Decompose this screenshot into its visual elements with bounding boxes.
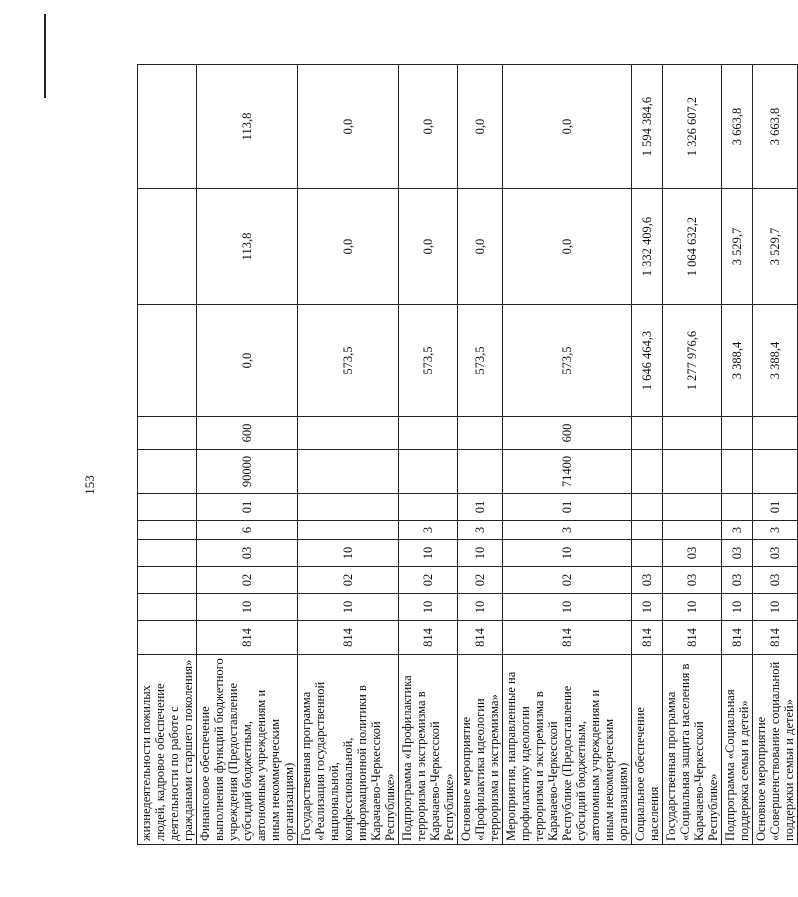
section-cell: 10 bbox=[298, 594, 399, 621]
name-cell: Финансовое обеспечение выполнения функций бюджетного учреждения (Предоставление субсидий бюджетным, автономным учреждениям и иным некоммерческим организациям) bbox=[197, 655, 298, 845]
expense-type-cell: 600 bbox=[197, 417, 298, 450]
subprogram-cell: 3 bbox=[503, 521, 632, 540]
direction-cell bbox=[632, 450, 663, 494]
amount-2024-cell bbox=[138, 189, 197, 305]
expense-type-cell bbox=[632, 417, 663, 450]
amount-2025-cell: 3 663,8 bbox=[722, 65, 753, 189]
amount-2024-cell: 3 529,7 bbox=[753, 189, 798, 305]
amount-2023-cell: 3 388,4 bbox=[722, 305, 753, 417]
amount-2025-cell: 113,8 bbox=[197, 65, 298, 189]
budget-table bbox=[137, 64, 798, 845]
subsection-cell: 02 bbox=[458, 567, 503, 594]
subprogram-cell: 3 bbox=[753, 521, 798, 540]
expense-type-cell bbox=[458, 417, 503, 450]
table-row bbox=[399, 65, 458, 845]
activity-cell bbox=[722, 494, 753, 521]
expense-type-cell bbox=[722, 417, 753, 450]
table-row bbox=[722, 65, 753, 845]
amount-2024-cell: 0,0 bbox=[458, 189, 503, 305]
name-cell: Основное мероприятие «Совершенствование социальной поддержки семьи и детей» bbox=[753, 655, 798, 845]
program-cell: 03 bbox=[722, 540, 753, 567]
program-cell: 03 bbox=[197, 540, 298, 567]
amount-2024-cell: 0,0 bbox=[298, 189, 399, 305]
grbs-cell: 814 bbox=[632, 621, 663, 655]
section-cell: 10 bbox=[399, 594, 458, 621]
expense-type-cell bbox=[663, 417, 722, 450]
subsection-cell bbox=[138, 567, 197, 594]
amount-2025-cell: 0,0 bbox=[399, 65, 458, 189]
activity-cell bbox=[663, 494, 722, 521]
activity-cell bbox=[138, 494, 197, 521]
section-cell: 10 bbox=[503, 594, 632, 621]
activity-cell: 01 bbox=[503, 494, 632, 521]
activity-cell: 01 bbox=[197, 494, 298, 521]
amount-2025-cell: 1 326 607,2 bbox=[663, 65, 722, 189]
rotated-table-container bbox=[137, 65, 796, 845]
section-cell: 10 bbox=[632, 594, 663, 621]
amount-2023-cell bbox=[138, 305, 197, 417]
name-cell: Государственная программа «Социальная защита населения в Карачаево-Черкесской Республике» bbox=[663, 655, 722, 845]
amount-2023-cell: 3 388,4 bbox=[753, 305, 798, 417]
grbs-cell: 814 bbox=[753, 621, 798, 655]
expense-type-cell: 600 bbox=[503, 417, 632, 450]
program-cell: 10 bbox=[503, 540, 632, 567]
direction-cell bbox=[399, 450, 458, 494]
table-row bbox=[663, 65, 722, 845]
name-cell: Мероприятия, направленные на профилактику идеологии терроризма и экстремизма в Карачаево-Черкесской Республике (Предоставление субсидий бюджетным, автономным учреждениям и иным некоммерческим организациям) bbox=[503, 655, 632, 845]
subsection-cell: 03 bbox=[753, 567, 798, 594]
program-cell bbox=[138, 540, 197, 567]
amount-2023-cell: 0,0 bbox=[197, 305, 298, 417]
direction-cell bbox=[753, 450, 798, 494]
section-cell: 10 bbox=[197, 594, 298, 621]
table-row bbox=[503, 65, 632, 845]
name-cell: Подпрограмма «Профилактика терроризма и экстремизма в Карачаево-Черкесской Республике» bbox=[399, 655, 458, 845]
direction-cell bbox=[722, 450, 753, 494]
amount-2023-cell: 573,5 bbox=[458, 305, 503, 417]
subsection-cell: 02 bbox=[298, 567, 399, 594]
amount-2023-cell: 573,5 bbox=[503, 305, 632, 417]
program-cell: 10 bbox=[458, 540, 503, 567]
section-cell: 10 bbox=[458, 594, 503, 621]
page-number: 153 bbox=[82, 475, 97, 495]
expense-type-cell bbox=[753, 417, 798, 450]
program-cell: 10 bbox=[298, 540, 399, 567]
amount-2024-cell: 0,0 bbox=[399, 189, 458, 305]
table-row bbox=[753, 65, 798, 845]
direction-cell: 90000 bbox=[197, 450, 298, 494]
amount-2024-cell: 1 064 632,2 bbox=[663, 189, 722, 305]
subprogram-cell: 6 bbox=[197, 521, 298, 540]
amount-2025-cell: 0,0 bbox=[298, 65, 399, 189]
subprogram-cell: 3 bbox=[399, 521, 458, 540]
activity-cell bbox=[632, 494, 663, 521]
direction-cell bbox=[138, 450, 197, 494]
name-cell: жизнедеятельности пожилых людей, кадровое обеспечение деятельности по работе с гражданами старшего поколения» bbox=[138, 655, 197, 845]
amount-2023-cell: 573,5 bbox=[298, 305, 399, 417]
section-cell: 10 bbox=[722, 594, 753, 621]
activity-cell bbox=[298, 494, 399, 521]
direction-cell: 71400 bbox=[503, 450, 632, 494]
table-row bbox=[632, 65, 663, 845]
grbs-cell bbox=[138, 621, 197, 655]
name-cell: Государственная программа «Реализация государственной национальной, конфессиональной, информационной политики в Карачаево-Черкесской Республике» bbox=[298, 655, 399, 845]
grbs-cell: 814 bbox=[458, 621, 503, 655]
program-cell bbox=[632, 540, 663, 567]
amount-2025-cell: 1 594 384,6 bbox=[632, 65, 663, 189]
direction-cell bbox=[663, 450, 722, 494]
subsection-cell: 02 bbox=[503, 567, 632, 594]
subprogram-cell bbox=[632, 521, 663, 540]
activity-cell: 01 bbox=[458, 494, 503, 521]
section-cell bbox=[138, 594, 197, 621]
subsection-cell: 03 bbox=[632, 567, 663, 594]
expense-type-cell bbox=[138, 417, 197, 450]
table-row bbox=[138, 65, 197, 845]
scan-edge-mark bbox=[44, 14, 46, 98]
subprogram-cell bbox=[298, 521, 399, 540]
amount-2025-cell: 0,0 bbox=[458, 65, 503, 189]
amount-2024-cell: 113,8 bbox=[197, 189, 298, 305]
table-row bbox=[197, 65, 298, 845]
amount-2025-cell: 0,0 bbox=[503, 65, 632, 189]
program-cell: 10 bbox=[399, 540, 458, 567]
program-cell: 03 bbox=[753, 540, 798, 567]
table-row bbox=[298, 65, 399, 845]
name-cell: Основное мероприятие «Профилактика идеологии терроризма и экстремизма» bbox=[458, 655, 503, 845]
subprogram-cell: 3 bbox=[458, 521, 503, 540]
name-cell: Социальное обеспечение населения bbox=[632, 655, 663, 845]
subprogram-cell: 3 bbox=[722, 521, 753, 540]
amount-2023-cell: 573,5 bbox=[399, 305, 458, 417]
subsection-cell: 02 bbox=[197, 567, 298, 594]
table-row bbox=[458, 65, 503, 845]
grbs-cell: 814 bbox=[197, 621, 298, 655]
expense-type-cell bbox=[399, 417, 458, 450]
grbs-cell: 814 bbox=[503, 621, 632, 655]
grbs-cell: 814 bbox=[399, 621, 458, 655]
activity-cell bbox=[399, 494, 458, 521]
section-cell: 10 bbox=[663, 594, 722, 621]
table-body bbox=[138, 65, 798, 845]
activity-cell: 01 bbox=[753, 494, 798, 521]
direction-cell bbox=[458, 450, 503, 494]
amount-2024-cell: 0,0 bbox=[503, 189, 632, 305]
section-cell: 10 bbox=[753, 594, 798, 621]
amount-2023-cell: 1 646 464,3 bbox=[632, 305, 663, 417]
program-cell: 03 bbox=[663, 540, 722, 567]
expense-type-cell bbox=[298, 417, 399, 450]
grbs-cell: 814 bbox=[298, 621, 399, 655]
subsection-cell: 03 bbox=[722, 567, 753, 594]
grbs-cell: 814 bbox=[722, 621, 753, 655]
amount-2025-cell bbox=[138, 65, 197, 189]
subsection-cell: 03 bbox=[663, 567, 722, 594]
amount-2025-cell: 3 663,8 bbox=[753, 65, 798, 189]
amount-2024-cell: 3 529,7 bbox=[722, 189, 753, 305]
direction-cell bbox=[298, 450, 399, 494]
name-cell: Подпрограмма «Социальная поддержка семьи и детей» bbox=[722, 655, 753, 845]
subsection-cell: 02 bbox=[399, 567, 458, 594]
amount-2023-cell: 1 277 976,6 bbox=[663, 305, 722, 417]
subprogram-cell bbox=[663, 521, 722, 540]
amount-2024-cell: 1 332 409,6 bbox=[632, 189, 663, 305]
subprogram-cell bbox=[138, 521, 197, 540]
grbs-cell: 814 bbox=[663, 621, 722, 655]
